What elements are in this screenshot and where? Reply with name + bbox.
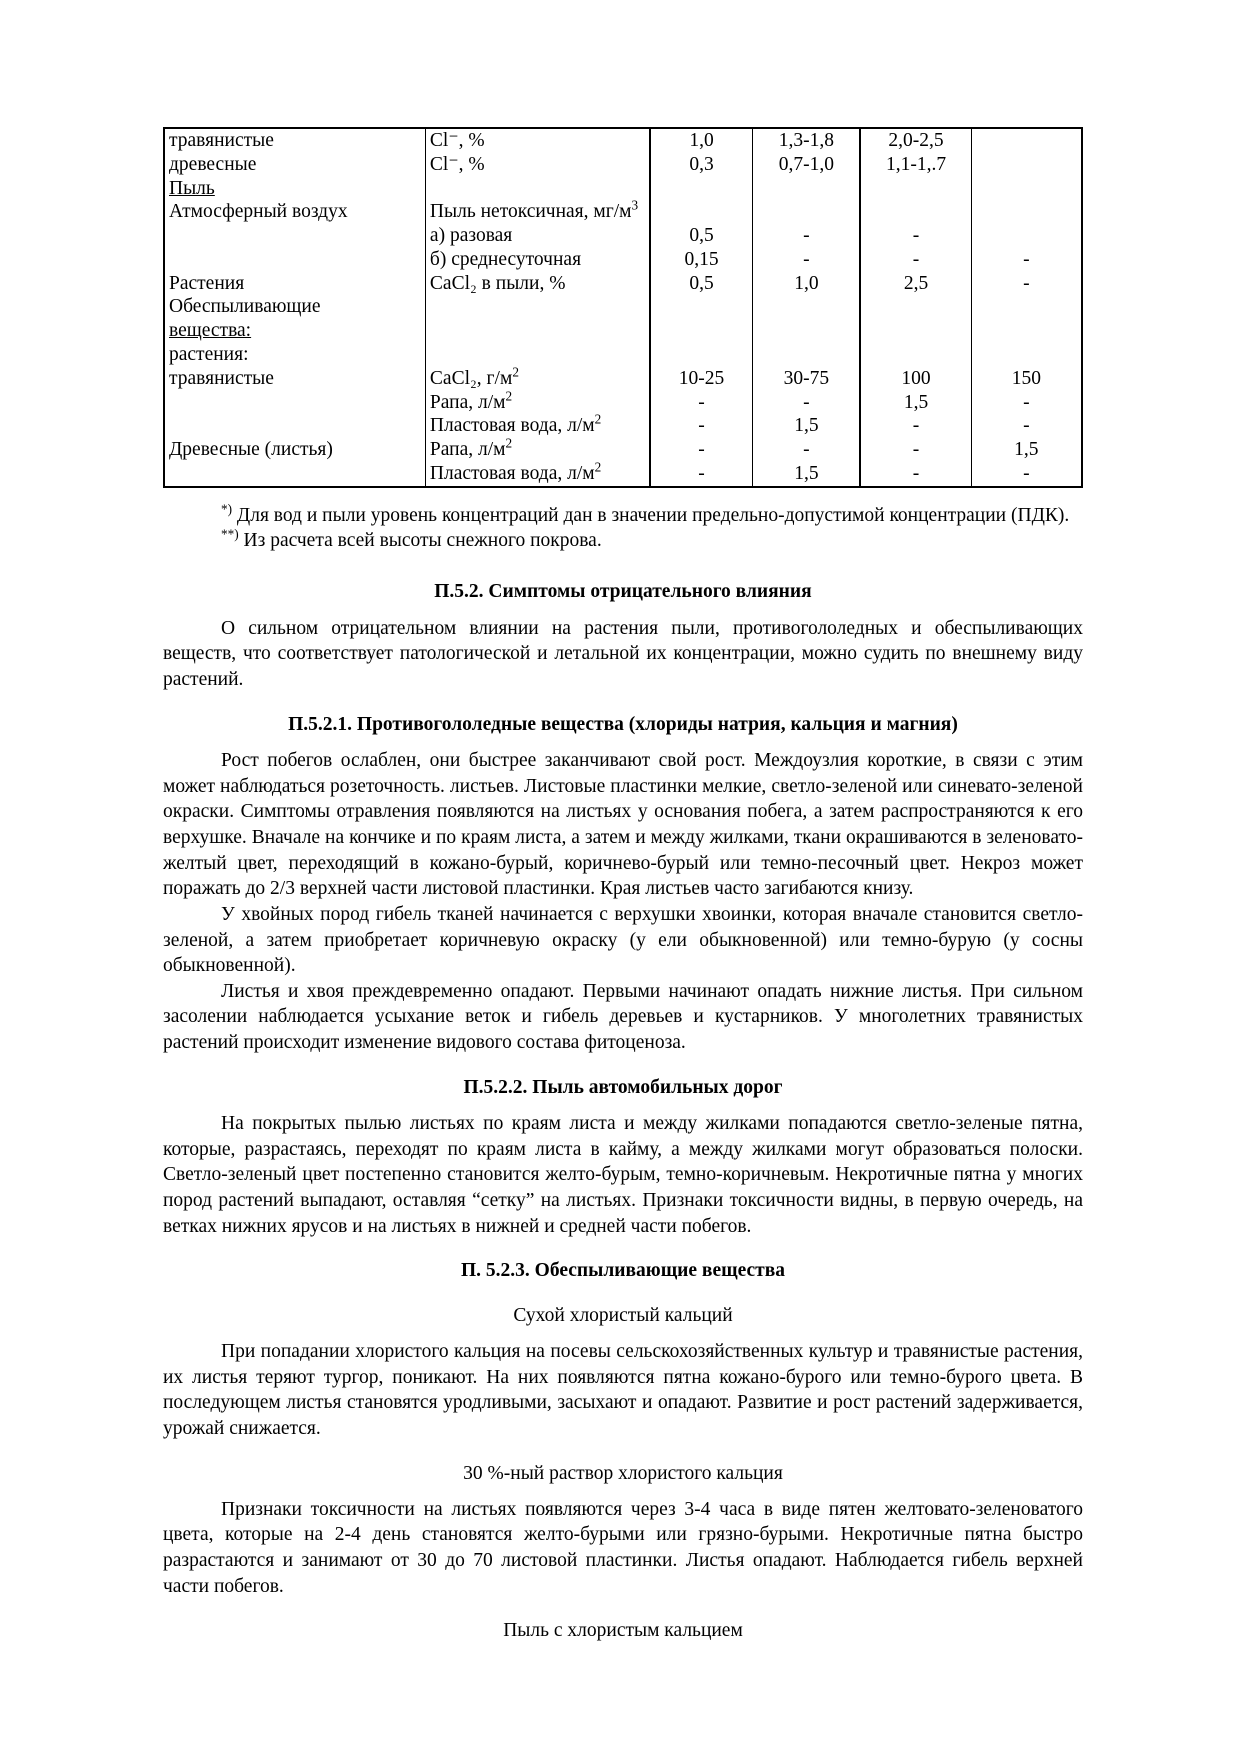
- table-row: [164, 438, 1082, 462]
- parameter-label: Cl⁻, %: [429, 130, 485, 151]
- document-page: [163, 0, 1083, 1755]
- cell-object: Растения: [164, 272, 425, 296]
- cell-level1: -: [650, 438, 753, 462]
- heading-p52: П.5.2. Симптомы отрицательного влияния: [434, 581, 812, 603]
- cell-object: [164, 462, 425, 487]
- cell-level4: [971, 200, 1082, 224]
- cell-level2: 1,5: [753, 414, 861, 438]
- cell-parameter: Пластовая вода, $л/м^2$: [425, 414, 649, 438]
- cell-parameter: [425, 343, 649, 367]
- cell-parameter: Cl⁻, %: [425, 153, 649, 177]
- cell-level2: 0,7-1,0: [753, 153, 861, 177]
- cell-level2: [753, 177, 861, 201]
- spacer: [163, 1056, 1083, 1075]
- table-row: [164, 248, 1082, 272]
- heading-p523: П. 5.2.3. Обеспыливающие вещества: [461, 1260, 785, 1282]
- spacer: [163, 1100, 1083, 1111]
- cell-level2: 30-75: [753, 367, 861, 391]
- table-row: [164, 414, 1082, 438]
- cell-level1: 0,15: [650, 248, 753, 272]
- spacer: [163, 1328, 1083, 1339]
- table-row: [164, 319, 1082, 343]
- cell-level4: -: [1023, 462, 1030, 484]
- cell-parameter: Рапа, $л/м^2$: [425, 438, 649, 462]
- spacer: [163, 553, 1083, 579]
- spacer: [163, 605, 1083, 616]
- spacer: [163, 693, 1083, 712]
- cell-level4: [971, 343, 1082, 367]
- cell-level2: 1,0: [753, 272, 861, 296]
- cell-level4: [971, 153, 1082, 177]
- cell-level2: 1,5: [753, 462, 861, 487]
- cell-object: [164, 248, 425, 272]
- cell-parameter: [425, 177, 649, 201]
- cell-level3: -: [860, 414, 971, 438]
- cell-level1: 1,0: [650, 128, 753, 153]
- cell-level1: -: [650, 391, 753, 415]
- cell-level4: [971, 128, 1082, 153]
- spacer: [163, 1284, 1083, 1303]
- cell-object: [164, 128, 425, 153]
- table-row: [164, 153, 1082, 177]
- spacer: [163, 1239, 1083, 1258]
- cell-level1: [650, 200, 753, 224]
- cell-level1: [650, 343, 753, 367]
- cell-level4: -: [1023, 272, 1030, 294]
- cell-object: [164, 391, 425, 415]
- cell-level3: 2,5: [860, 272, 971, 296]
- table-row: [164, 295, 1082, 319]
- unit-exponent: 2: [505, 388, 513, 404]
- subheading-dust-with-calcium-chloride: Пыль с хлористым кальцием: [503, 1620, 743, 1642]
- cell-parameter: [425, 319, 649, 343]
- cell-object: вещества:: [164, 319, 425, 343]
- table-row: [164, 391, 1082, 415]
- cell-level3: 100: [860, 367, 971, 391]
- footnote-one-marker: *): [221, 501, 233, 517]
- cell-level2: -: [753, 391, 861, 415]
- cell-level2: [753, 343, 861, 367]
- cell-object: Атмосферный воздух: [164, 200, 425, 224]
- cell-level4: 150: [1011, 367, 1041, 389]
- paragraph-522-1: На покрытых пылью листьях по краям листа и между жилками попадаются светло-зеленые пятна, которые, разрастаясь, переходят по краям листа в кайму, а между жилками могут образоваться полоски. Светло-зеленый цвет постепенно становится желто-бурым, темно-коричневым. Некротичные пятна у многих пород растений выпадают, оставляя “сетку” на листьях. Признаки токсичности видны, в первую очередь, на ветках нижних ярусов и на листьях в нижней и средней части побегов.: [163, 1113, 1083, 1237]
- cell-level1: -: [650, 414, 753, 438]
- table-row: [164, 224, 1082, 248]
- footnotes: [163, 503, 1083, 554]
- cell-level1: -: [650, 462, 753, 487]
- cell-level2: [753, 319, 861, 343]
- cell-level2: -: [753, 224, 861, 248]
- cell-object: [164, 177, 425, 201]
- cell-level3: [860, 295, 971, 319]
- footnote-two: [163, 528, 1083, 553]
- cell-level4: [971, 177, 1082, 201]
- cell-level3: [860, 200, 971, 224]
- concentration-levels-table: [163, 127, 1083, 488]
- cell-object: растения:: [164, 343, 425, 367]
- cell-level4: [971, 319, 1082, 343]
- cell-level3: [860, 343, 971, 367]
- cell-level2: [753, 295, 861, 319]
- cell-level3: 1,1-1,.7: [860, 153, 971, 177]
- cell-level3: -: [860, 462, 971, 487]
- unit-exponent: 3: [631, 197, 639, 213]
- cell-parameter: [425, 295, 649, 319]
- cell-parameter: CaCl₂, $г/м^2$: [425, 367, 649, 391]
- paragraph-521-3: Листья и хвоя преждевременно опадают. Первыми начинают опадать нижние листья. При сильном засолении наблюдается усыхание веток и гибель деревьев и кустарников. У многолетних травянистых растений происходит изменение видового состава фитоценоза.: [163, 980, 1083, 1054]
- cell-level3: 2,0-2,5: [860, 128, 971, 153]
- cell-level4: -: [1023, 248, 1030, 270]
- cell-level3: -: [860, 438, 971, 462]
- cell-level4: -: [1023, 415, 1030, 437]
- unit-exponent: 2: [512, 364, 519, 380]
- cell-level2: -: [753, 438, 861, 462]
- cell-level1: [650, 177, 753, 201]
- cell-parameter: Пластовая вода, $л/м^2$: [425, 462, 649, 487]
- cell-parameter: Рапа, $л/м^2$: [425, 391, 649, 415]
- cell-parameter: б) среднесуточная: [425, 248, 649, 272]
- table-row: [164, 367, 1082, 391]
- cell-level4: -: [1023, 391, 1030, 413]
- cell-level3: 1,5: [860, 391, 971, 415]
- section-label-dust: Пыль: [169, 177, 215, 199]
- cell-level3: [860, 319, 971, 343]
- paragraph-523-2: Признаки токсичности на листьях появляются через 3-4 часа в виде пятен желтовато-зеленоватого цвета, которые на 2-4 день становятся желто-бурыми или грязно-бурыми. Некротичные пятна быстро разрастаются и занимают от 30 до 70 листовой пластинки. Листья опадают. Наблюдается гибель верхней части побегов.: [163, 1498, 1083, 1597]
- cell-level2: 1,3-1,8: [753, 128, 861, 153]
- cell-parameter: [425, 128, 649, 153]
- cell-parameter: CaCl₂ в пыли, %: [425, 272, 649, 296]
- paragraph-521-1: Рост побегов ослаблен, они быстрее заканчивают свой рост. Междоузлия короткие, в связи с этим может наблюдаться розеточность. листьев. Листовые пластинки мелкие, светло-зеленой или синевато-зеленой окраски. Симптомы отравления появляются на листьях у основания побега, а затем распространяются к его верхушке. Вначале на кончике и по краям листа, а затем и между жилками, ткани окрашиваются в зеленовато-желтый цвет, переходящий в кожано-бурый, коричнево-бурый или темно-песочный цвет. Некроз может поражать до 2/3 верхней части листовой пластинки. Края листьев часто загибаются книзу.: [163, 750, 1083, 900]
- cell-level4: [971, 295, 1082, 319]
- subheading-solution: 30 %-ный раствор хлористого кальция: [463, 1462, 783, 1484]
- spacer: [163, 737, 1083, 748]
- cell-level1: 10-25: [650, 367, 753, 391]
- paragraph-523-1: При попадании хлористого кальция на посевы сельскохозяйственных культур и травянистые растения, их листья теряют тургор, поникают. На них появляются пятна кожано-бурого или темно-бурого цвета. В последующем листья становятся уродливыми, засыхают и опадают. Развитие и рост растений задерживается, урожай снижается.: [163, 1340, 1083, 1439]
- cell-level4: [971, 224, 1082, 248]
- paragraph-intro: О сильном отрицательном влиянии на растения пыли, противогололедных и обеспыливающих веществ, что соответствует патологической и летальной их концентрации, можно судить по внешнему виду растений.: [163, 617, 1083, 691]
- table-row: [164, 272, 1082, 296]
- cell-level1: 0,5: [650, 224, 753, 248]
- cell-level3: [860, 177, 971, 201]
- footnote-one-text: Для вод и пыли уровень концентраций дан в значении предельно-допустимой концентрации (ПДК).: [236, 504, 1070, 526]
- object-label: травянистые: [169, 130, 274, 151]
- cell-parameter: Пыль нетоксичная, $мг/м^3$: [425, 200, 649, 224]
- table-row: [164, 462, 1082, 487]
- cell-level1: [650, 295, 753, 319]
- table-row: [164, 343, 1082, 367]
- cell-object: [164, 224, 425, 248]
- table-row: [164, 128, 1082, 153]
- table-row: [164, 177, 1082, 201]
- spacer: [163, 1599, 1083, 1618]
- cell-level4: 1,5: [1014, 439, 1039, 461]
- cell-object: Древесные (листья): [164, 438, 425, 462]
- cell-level2: [753, 200, 861, 224]
- cell-level3: -: [860, 248, 971, 272]
- heading-p522: П.5.2.2. Пыль автомобильных дорог: [463, 1076, 783, 1098]
- paragraph-521-2: У хвойных пород гибель тканей начинается с верхушки хвоинки, которая вначале становится светло-зеленой, а затем приобретает коричневую окраску (у ели обыкновенной) или темно-бурую (у сосны обыкновенной).: [163, 903, 1083, 977]
- unit-exponent: 2: [505, 435, 513, 451]
- footnote-two-marker: **): [221, 526, 239, 542]
- table-body: [164, 128, 1082, 487]
- cell-parameter: а) разовая: [425, 224, 649, 248]
- table-row: [164, 200, 1082, 224]
- heading-p521: П.5.2.1. Противогололедные вещества (хлориды натрия, кальция и магния): [288, 713, 958, 735]
- cell-object: Обеспыливающие: [164, 295, 425, 319]
- subheading-dry-calcium-chloride: Сухой хлористый кальций: [513, 1304, 733, 1326]
- footnote-two-text: Из расчета всей высоты снежного покрова.: [243, 530, 602, 552]
- cell-level1: 0,5: [650, 272, 753, 296]
- cell-level1: [650, 319, 753, 343]
- spacer: [163, 1486, 1083, 1497]
- spacer: [163, 1442, 1083, 1461]
- unit-exponent: 2: [594, 459, 602, 475]
- cell-object: древесные: [164, 153, 425, 177]
- cell-object: травянистые: [164, 367, 425, 391]
- cell-level1: 0,3: [650, 153, 753, 177]
- unit-exponent: 2: [594, 411, 602, 427]
- cell-object: [164, 414, 425, 438]
- cell-level2: -: [753, 248, 861, 272]
- footnote-one: [163, 503, 1083, 528]
- cell-level3: -: [860, 224, 971, 248]
